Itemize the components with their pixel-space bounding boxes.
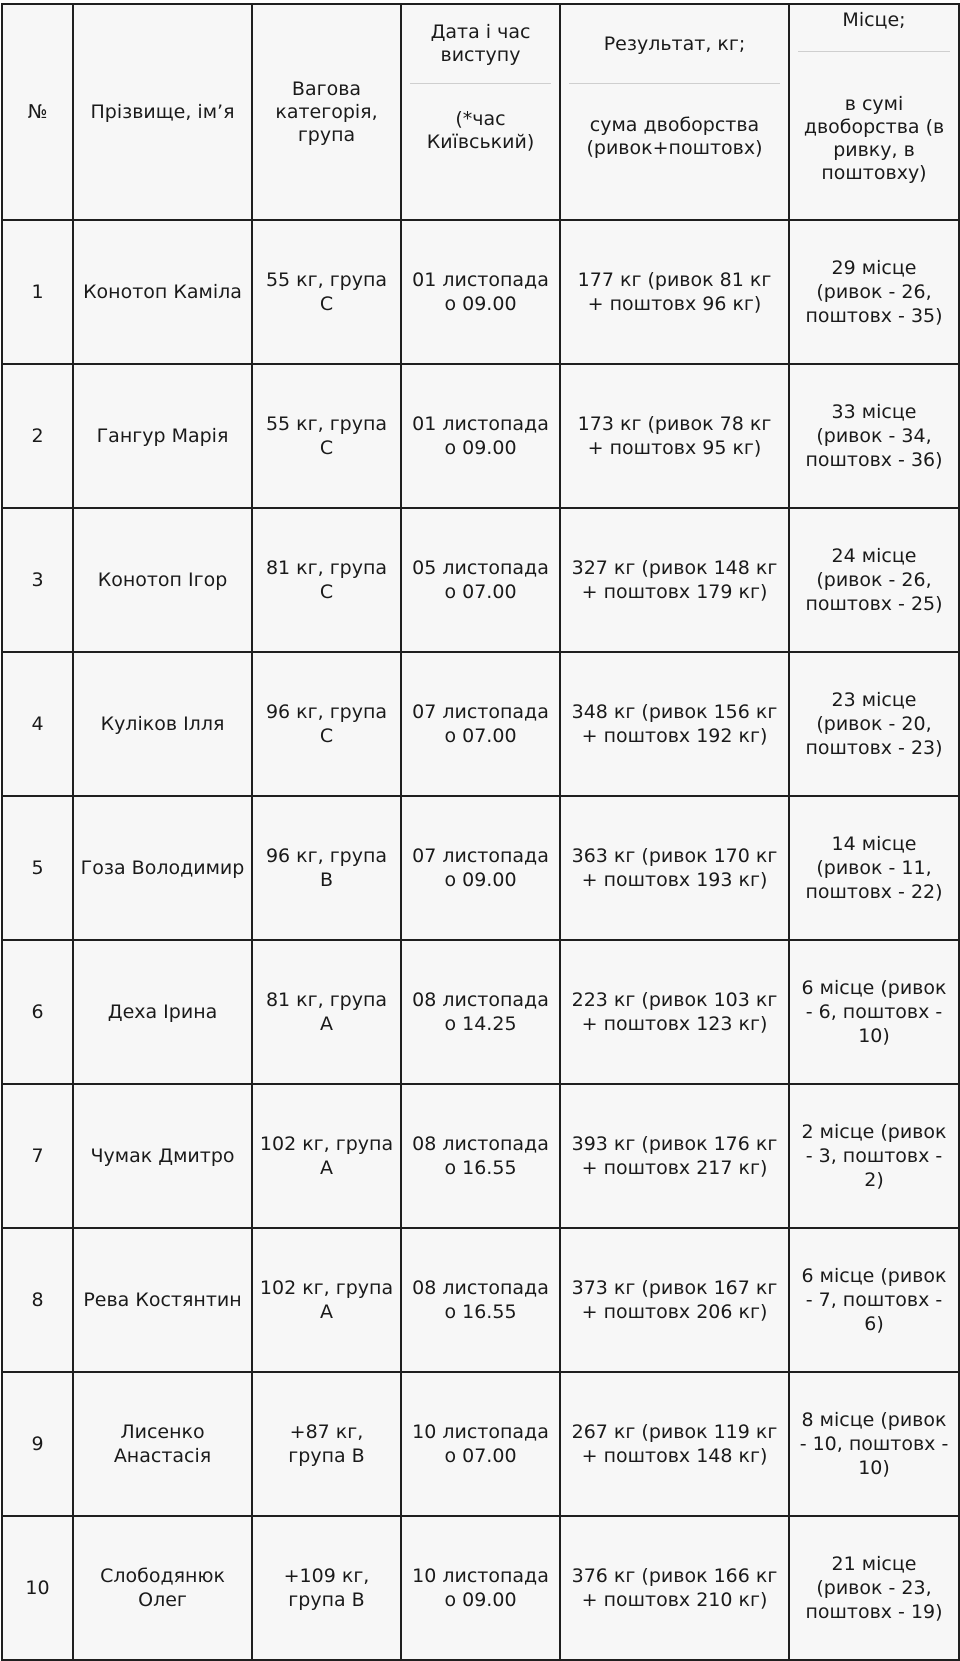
header-date-title: Дата і час виступу xyxy=(410,5,551,84)
place-ranking: 14 місце (ривок - 11, поштовх - 22) xyxy=(789,796,959,940)
table-row xyxy=(2,796,959,940)
performance-date: 01 листопада о 09.00 xyxy=(401,220,560,364)
weight-category: 55 кг, група С xyxy=(252,364,401,508)
table-row xyxy=(2,1228,959,1372)
athlete-name: Куліков Ілля xyxy=(73,652,252,796)
place-ranking: 21 місце (ривок - 23, поштовх - 19) xyxy=(789,1516,959,1660)
table-body xyxy=(2,220,959,1660)
athlete-name: Конотоп Ігор xyxy=(73,508,252,652)
athlete-name: Конотоп Каміла xyxy=(73,220,252,364)
header-name: Прізвище, ім’я xyxy=(73,4,252,220)
header-place-note: в сумі двоборства (в ривку, в поштовху) xyxy=(803,92,945,184)
place-ranking: 24 місце (ривок - 26, поштовх - 25) xyxy=(789,508,959,652)
performance-date: 10 листопада о 07.00 xyxy=(401,1372,560,1516)
header-result xyxy=(560,4,789,220)
table-row xyxy=(2,508,959,652)
table-row xyxy=(2,652,959,796)
weight-category: 102 кг, група А xyxy=(252,1228,401,1372)
row-number: 1 xyxy=(2,220,73,364)
athlete-name: Гоза Володимир xyxy=(73,796,252,940)
header-result-title: Результат, кг; xyxy=(569,5,780,84)
weight-category: 55 кг, група С xyxy=(252,220,401,364)
row-number: 5 xyxy=(2,796,73,940)
row-number: 4 xyxy=(2,652,73,796)
athlete-name: Лисенко Анастасія xyxy=(73,1372,252,1516)
performance-date: 08 листопада о 14.25 xyxy=(401,940,560,1084)
result-total: 173 кг (ривок 78 кг + поштовх 95 кг) xyxy=(560,364,789,508)
row-number: 9 xyxy=(2,1372,73,1516)
table-row xyxy=(2,1372,959,1516)
place-ranking: 29 місце (ривок - 26, поштовх - 35) xyxy=(789,220,959,364)
performance-date: 08 листопада о 16.55 xyxy=(401,1228,560,1372)
header-date xyxy=(401,4,560,220)
place-ranking: 23 місце (ривок - 20, поштовх - 23) xyxy=(789,652,959,796)
performance-date: 07 листопада о 09.00 xyxy=(401,796,560,940)
result-total: 373 кг (ривок 167 кг + поштовх 206 кг) xyxy=(560,1228,789,1372)
weight-category: 96 кг, група С xyxy=(252,652,401,796)
header-date-note: (*час Київський) xyxy=(426,108,535,153)
athlete-name: Чумак Дмитро xyxy=(73,1084,252,1228)
row-number: 8 xyxy=(2,1228,73,1372)
result-total: 393 кг (ривок 176 кг + поштовх 217 кг) xyxy=(560,1084,789,1228)
place-ranking: 8 місце (ривок - 10, поштовх - 10) xyxy=(789,1372,959,1516)
performance-date: 10 листопада о 09.00 xyxy=(401,1516,560,1660)
row-number: 2 xyxy=(2,364,73,508)
place-ranking: 33 місце (ривок - 34, поштовх - 36) xyxy=(789,364,959,508)
header-place-title: Місце; xyxy=(798,5,950,52)
athlete-name: Гангур Марія xyxy=(73,364,252,508)
place-ranking: 6 місце (ривок - 6, поштовх - 10) xyxy=(789,940,959,1084)
row-number: 3 xyxy=(2,508,73,652)
result-total: 223 кг (ривок 103 кг + поштовх 123 кг) xyxy=(560,940,789,1084)
header-place xyxy=(789,4,959,220)
header-category: Вагова категорія, група xyxy=(252,4,401,220)
header-result-note: сума двоборства (ривок+поштовх) xyxy=(586,114,763,159)
result-total: 376 кг (ривок 166 кг + поштовх 210 кг) xyxy=(560,1516,789,1660)
athlete-name: Слободянюк Олег xyxy=(73,1516,252,1660)
table-row xyxy=(2,1516,959,1660)
table-row xyxy=(2,364,959,508)
weight-category: +87 кг, група В xyxy=(252,1372,401,1516)
performance-date: 05 листопада о 07.00 xyxy=(401,508,560,652)
weight-category: +109 кг, група В xyxy=(252,1516,401,1660)
weight-category: 96 кг, група В xyxy=(252,796,401,940)
weight-category: 102 кг, група А xyxy=(252,1084,401,1228)
performance-date: 08 листопада о 16.55 xyxy=(401,1084,560,1228)
results-table xyxy=(1,3,960,1661)
row-number: 6 xyxy=(2,940,73,1084)
header-num: № xyxy=(2,4,73,220)
place-ranking: 6 місце (ривок - 7, поштовх - 6) xyxy=(789,1228,959,1372)
result-total: 177 кг (ривок 81 кг + поштовх 96 кг) xyxy=(560,220,789,364)
result-total: 327 кг (ривок 148 кг + поштовх 179 кг) xyxy=(560,508,789,652)
athlete-name: Рева Костянтин xyxy=(73,1228,252,1372)
table-row xyxy=(2,940,959,1084)
result-total: 348 кг (ривок 156 кг + поштовх 192 кг) xyxy=(560,652,789,796)
performance-date: 01 листопада о 09.00 xyxy=(401,364,560,508)
performance-date: 07 листопада о 07.00 xyxy=(401,652,560,796)
table-row xyxy=(2,220,959,364)
result-total: 363 кг (ривок 170 кг + поштовх 193 кг) xyxy=(560,796,789,940)
row-number: 10 xyxy=(2,1516,73,1660)
athlete-name: Деха Ірина xyxy=(73,940,252,1084)
place-ranking: 2 місце (ривок - 3, поштовх - 2) xyxy=(789,1084,959,1228)
result-total: 267 кг (ривок 119 кг + поштовх 148 кг) xyxy=(560,1372,789,1516)
table-row xyxy=(2,1084,959,1228)
weight-category: 81 кг, група С xyxy=(252,508,401,652)
weight-category: 81 кг, група А xyxy=(252,940,401,1084)
header-row xyxy=(2,4,959,220)
row-number: 7 xyxy=(2,1084,73,1228)
